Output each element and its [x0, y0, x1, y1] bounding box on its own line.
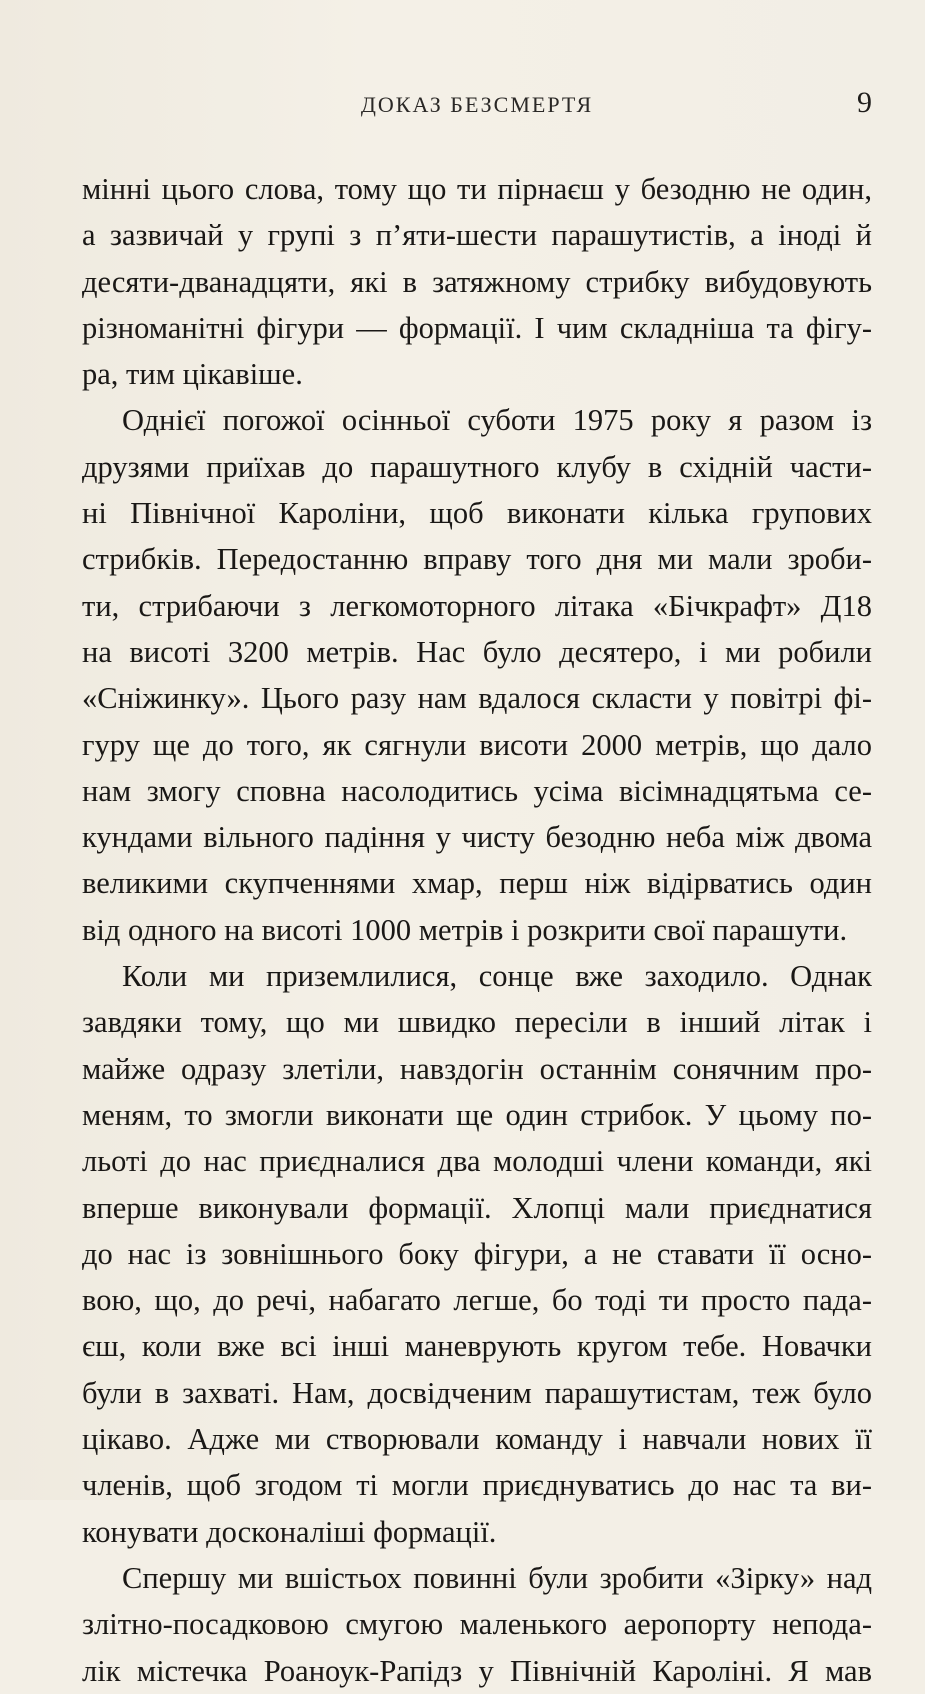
text-line: на висоті 3200 метрів. Нас було десятеро, і ми робили: [82, 634, 872, 669]
page-number: 9: [857, 86, 872, 119]
text-line: від одного на висоті 1000 метрів і розкрити свої парашути.: [82, 912, 848, 947]
text-line: ні Північної Кароліни, щоб виконати кілька групових: [82, 496, 872, 531]
text-line: Спершу ми вшістьох повинні були зробити «Зірку» над: [122, 1560, 872, 1595]
text-line: мінні цього слова, тому що ти пірнаєш у безодню не один,: [82, 172, 872, 206]
text-line: цікаво. Адже ми створювали команду і навчали нових її: [82, 1422, 872, 1457]
text-line: членів, щоб згодом ті могли приєднуватись до нас та ви-: [82, 1468, 872, 1503]
text-line: до нас із зовнішнього боку фігури, а не ставати її осно-: [82, 1236, 872, 1271]
text-line: завдяки тому, що ми швидко пересіли в інший літак і: [82, 1005, 872, 1040]
text-line: нам змогу сповна насолодитись усіма вісімнадцятьма се-: [82, 773, 872, 808]
text-line: майже одразу злетіли, навздогін останнім сонячним про-: [82, 1051, 872, 1086]
text-line: гуру ще до того, як сягнули висоти 2000 метрів, що дало: [82, 727, 872, 762]
text-line: лік містечка Роаноук-Рапідз у Північній Кароліні. Я мав: [82, 1653, 872, 1688]
text-line: єш, коли вже всі інші маневрують кругом тебе. Новачки: [82, 1329, 872, 1364]
text-line: а зазвичай у групі з п’яти-шести парашутистів, а іноді й: [82, 218, 872, 253]
text-line: злітно-посадковою смугою маленького аеропорту непода-: [82, 1607, 872, 1642]
text-line: кундами вільного падіння у чисту безодню неба між двома: [82, 820, 872, 855]
running-head: [82, 86, 872, 126]
text-line: меням, то змогли виконати ще один стрибок. У цьому по-: [82, 1097, 872, 1132]
text-line: ти, стрибаючи з легкомоторного літака «Бічкрафт» Д18: [82, 588, 872, 623]
text-line: вою, що, до речі, набагато легше, бо тоді ти просто пада-: [82, 1283, 872, 1318]
running-title: ДОКАЗ БЕЗСМЕРТЯ: [360, 92, 594, 117]
body-text: [82, 166, 872, 1694]
text-line: Коли ми приземлилися, сонце вже заходило. Однак: [122, 959, 872, 994]
text-line: вперше виконували формації. Хлопці мали приєднатися: [82, 1190, 872, 1225]
text-line: Однієї погожої осінньої суботи 1975 року я разом із: [122, 403, 872, 438]
text-line: різноманітні фігури — формації. І чим складніша та фігу-: [82, 310, 872, 345]
text-line: стрибків. Передостанню вправу того дня ми мали зроби-: [82, 542, 872, 577]
text-line: конувати досконаліші формації.: [82, 1514, 497, 1549]
text-line: «Сніжинку». Цього разу нам вдалося скласти у повітрі фі-: [82, 681, 872, 716]
text-line: десяти-дванадцяти, які в затяжному стрибку вибудовують: [82, 264, 872, 299]
text-line: друзями приїхав до парашутного клубу в східній части-: [82, 449, 872, 484]
text-line: льоті до нас приєдналися два молодші члени команди, які: [82, 1144, 872, 1179]
text-line: були в захваті. Нам, досвідченим парашутистам, теж було: [82, 1375, 872, 1410]
text-line: великими скупченнями хмар, перш ніж відірватись один: [82, 866, 872, 901]
text-line: ра, тим цікавіше.: [82, 357, 303, 392]
